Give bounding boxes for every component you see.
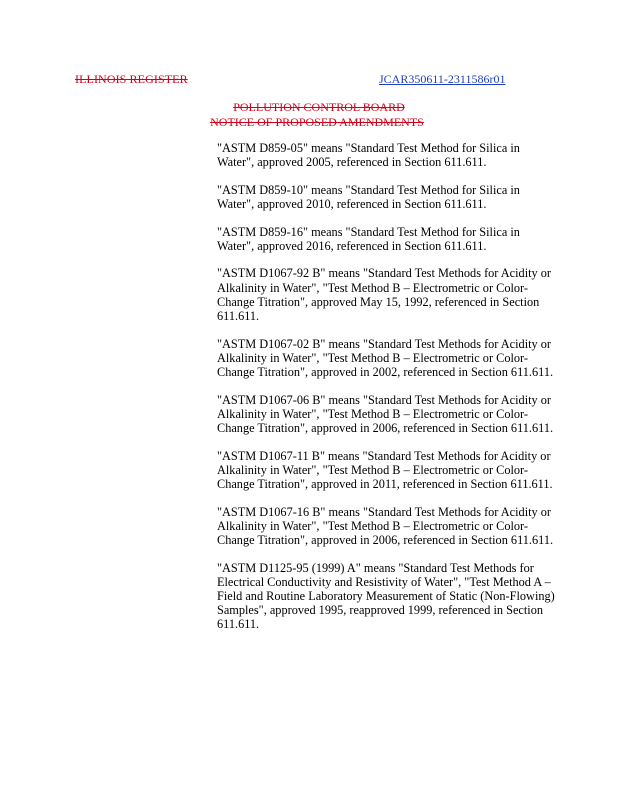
definition-entry-astm-d859-16: "ASTM D859-16" means "Standard Test Method for Silica in Water", approved 2016, referenced in Section 611.611. (217, 224, 520, 253)
definition-entry-astm-d859-10: "ASTM D859-10" means "Standard Test Method for Silica in Water", approved 2010, referenced in Section 611.611. (217, 182, 520, 211)
header-register-title: ILLINOIS REGISTER (75, 72, 188, 86)
definition-entry-astm-d1067-16: "ASTM D1067-16 B" means "Standard Test Methods for Acidity or Alkalinity in Water", "Test Method B – Electrometric or Color-Change Titration", approved in 2006, referenced in Section 611.611. (217, 504, 554, 547)
definition-entry-astm-d1067-92: "ASTM D1067-92 B" means "Standard Test Methods for Acidity or Alkalinity in Water", "Test Method B – Electrometric or Color-Change Titration", approved May 15, 1992, referenced in Section 611.611. (217, 266, 552, 323)
definitions-list (217, 141, 557, 645)
definition-entry-astm-d1067-11: "ASTM D1067-11 B" means "Standard Test Methods for Acidity or Alkalinity in Water", "Test Method B – Electrometric or Color-Change Titration", approved in 2011, referenced in Section 611.611. (217, 448, 553, 491)
definition-entry-astm-d1125-95: "ASTM D1125-95 (1999) A" means "Standard Test Methods for Electrical Conductivity and Resistivity of Water", "Test Method A – Field and Routine Laboratory Measurement of Static (Non-Flowing) Samples", approved 1995, reapproved 1999, referenced in Section 611.611. (217, 560, 555, 632)
header-document-id[interactable]: JCAR350611-2311586r01 (379, 72, 506, 86)
notice-title: NOTICE OF PROPOSED AMENDMENTS (210, 115, 424, 129)
definition-entry-astm-d859-05: "ASTM D859-05" means "Standard Test Method for Silica in Water", approved 2005, referenced in Section 611.611. (217, 141, 520, 170)
definition-entry-astm-d1067-06: "ASTM D1067-06 B" means "Standard Test Methods for Acidity or Alkalinity in Water", "Test Method B – Electrometric or Color-Change Titration", approved in 2006, referenced in Section 611.611. (217, 392, 554, 435)
definition-entry-astm-d1067-02: "ASTM D1067-02 B" means "Standard Test Methods for Acidity or Alkalinity in Water", "Test Method B – Electrometric or Color-Change Titration", approved in 2002, referenced in Section 611.611. (217, 336, 554, 379)
board-title: POLLUTION CONTROL BOARD (233, 100, 405, 114)
